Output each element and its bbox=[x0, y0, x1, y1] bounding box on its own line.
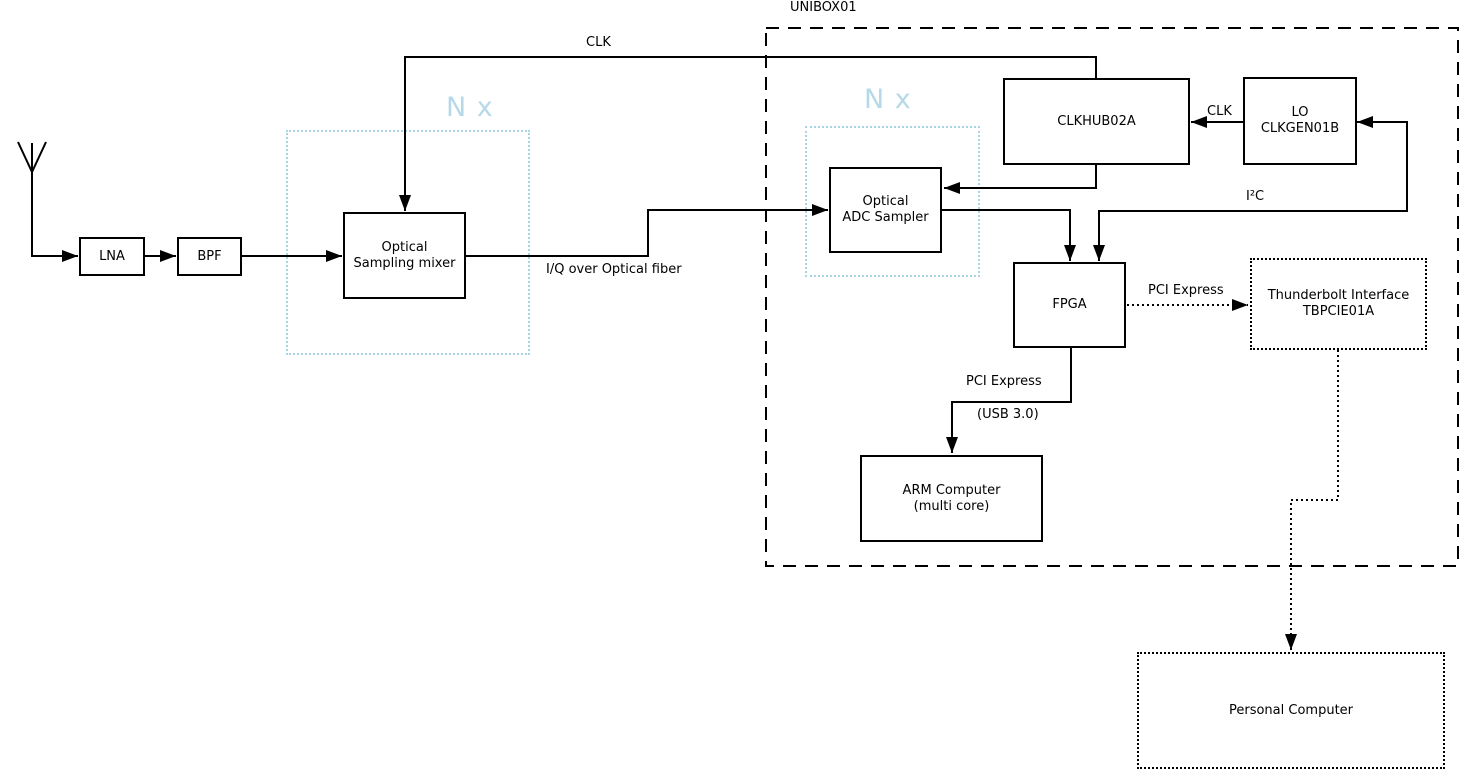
node-clkhub02a bbox=[1003, 78, 1190, 165]
i2c-label: I²C bbox=[1246, 189, 1265, 204]
node-bpf-label: BPF bbox=[197, 248, 222, 264]
node-lo-label-line1: LO bbox=[1291, 105, 1309, 120]
node-personal-computer bbox=[1137, 652, 1445, 769]
nx-label-left: N x bbox=[446, 92, 494, 123]
node-thunderbolt-interface bbox=[1250, 258, 1427, 350]
usb30-label: (USB 3.0) bbox=[977, 407, 1039, 422]
node-pc-label: Personal Computer bbox=[1228, 702, 1354, 718]
thunderbolt-to-pc-line bbox=[1291, 350, 1338, 650]
node-arm-computer bbox=[860, 455, 1043, 542]
node-arm-label-line2: (multi core) bbox=[913, 498, 990, 514]
node-adc-label-line1: Optical bbox=[862, 194, 909, 209]
nx-label-right: N x bbox=[864, 84, 912, 115]
node-fpga bbox=[1013, 262, 1126, 348]
node-optical-sampling-mixer bbox=[343, 212, 466, 299]
node-fpga-label: FPGA bbox=[1052, 297, 1087, 312]
iq-fiber-label: I/Q over Optical fiber bbox=[546, 262, 682, 277]
clk-top-label: CLK bbox=[586, 35, 611, 50]
fpga-to-arm-line bbox=[952, 348, 1071, 453]
node-lo-clkgen01b bbox=[1243, 77, 1357, 165]
node-lna-label: LNA bbox=[99, 248, 125, 264]
pcie-arm-label: PCI Express bbox=[966, 374, 1042, 389]
node-bpf bbox=[177, 237, 242, 276]
antenna-icon bbox=[18, 142, 46, 172]
clk-lo-label: CLK bbox=[1207, 104, 1232, 119]
node-adc-label-line2: ADC Sampler bbox=[842, 210, 929, 225]
node-arm-label-line1: ARM Computer bbox=[902, 482, 1001, 498]
node-mixer-label-line1: Optical bbox=[381, 239, 428, 255]
node-lo-label-line2: CLKGEN01B bbox=[1260, 121, 1340, 136]
node-thunderbolt-label-line2: TBPCIE01A bbox=[1302, 304, 1375, 319]
antenna-feed-line bbox=[32, 143, 78, 256]
node-clkhub-label: CLKHUB02A bbox=[1057, 113, 1136, 129]
node-thunderbolt-label-line1: Thunderbolt Interface bbox=[1267, 288, 1410, 303]
node-mixer-label-line2: Sampling mixer bbox=[353, 255, 456, 271]
unibox01-title: UNIBOX01 bbox=[790, 0, 857, 15]
node-lna bbox=[79, 237, 145, 276]
pcie-thunderbolt-label: PCI Express bbox=[1148, 283, 1224, 298]
node-optical-adc-sampler bbox=[829, 167, 942, 253]
